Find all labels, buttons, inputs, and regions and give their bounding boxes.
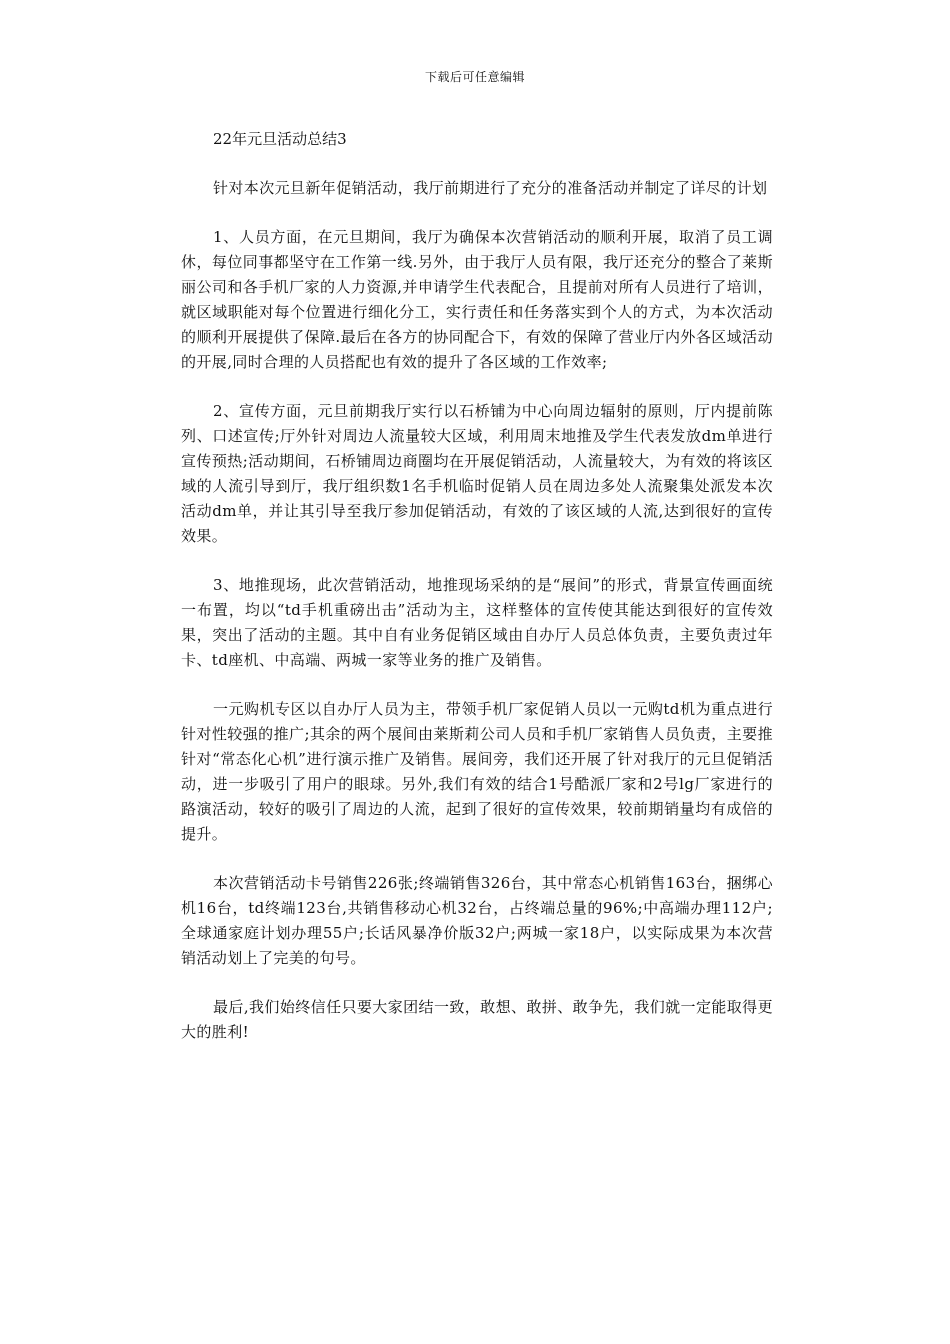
intro-paragraph: 针对本次元旦新年促销活动，我厅前期进行了充分的准备活动并制定了详尽的计划 [213,179,768,197]
header-note: 下载后可任意编辑 [424,70,525,84]
closing-paragraph: 最后,我们始终信任只要大家团结一致，敢想、敢拼、敢争先，我们就一定能取得更大的胜利! [181,998,773,1041]
document-body [181,128,773,1069]
document-title: 22年元旦活动总结3 [213,130,347,148]
staffing-paragraph: 1、人员方面，在元旦期间，我厅为确保本次营销活动的顺利开展，取消了员工调休，每位同事都坚守在工作第一线.另外，由于我厅人员有限，我厅还充分的整合了莱斯丽公司和各手机厂家的人力资源,并申请学生代表配合，且提前对所有人员进行了培训，就区域职能对每个位置进行细化分工，实行责任和任务落实到个人的方式，为本次活动的顺利开展提供了保障.最后在各方的协同配合下，有效的保障了营业厅内外各区域活动的开展,同时合理的人员搭配也有效的提升了各区域的工作效率; [181,228,773,371]
sales-results-paragraph: 本次营销活动卡号销售226张;终端销售326台，其中常态心机销售163台，捆绑心机16台，td终端123台,共销售移动心机32台，占终端总量的96%;中高端办理112户;全球通家庭计划办理55户;长话风暴净价版32户;两城一家18户，以实际成果为本次营销活动划上了完美的句号。 [181,874,773,967]
one-yuan-zone-paragraph: 一元购机专区以自办厅人员为主，带领手机厂家促销人员以一元购td机为重点进行针对性较强的推广;其余的两个展间由莱斯莉公司人员和手机厂家销售人员负责，主要推针对“常态化心机”进行演示推广及销售。展间旁，我们还开展了针对我厅的元旦促销活动，进一步吸引了用户的眼球。另外,我们有效的结合1号酷派厂家和2号lg厂家进行的路演活动，较好的吸引了周边的人流，起到了很好的宣传效果，较前期销量均有成倍的提升。 [181,700,773,843]
onsite-promotion-paragraph: 3、地推现场，此次营销活动，地推现场采纳的是“展间”的形式，背景宣传画面统一布置，均以“td手机重磅出击”活动为主，这样整体的宣传使其能达到很好的宣传效果，突出了活动的主题。其中自有业务促销区域由自办厅人员总体负责，主要负责过年卡、td座机、中高端、两城一家等业务的推广及销售。 [181,576,773,669]
publicity-paragraph: 2、宣传方面，元旦前期我厅实行以石桥铺为中心向周边辐射的原则，厅内提前陈列、口述宣传;厅外针对周边人流量较大区域，利用周末地推及学生代表发放dm单进行宣传预热;活动期间，石桥铺周边商圈均在开展促销活动，人流量较大，为有效的将该区域的人流引导到厅，我厅组织数1名手机临时促销人员在周边多处人流聚集处派发本次活动dm单，并让其引导至我厅参加促销活动，有效的了该区域的人流,达到很好的宣传效果。 [181,402,773,545]
